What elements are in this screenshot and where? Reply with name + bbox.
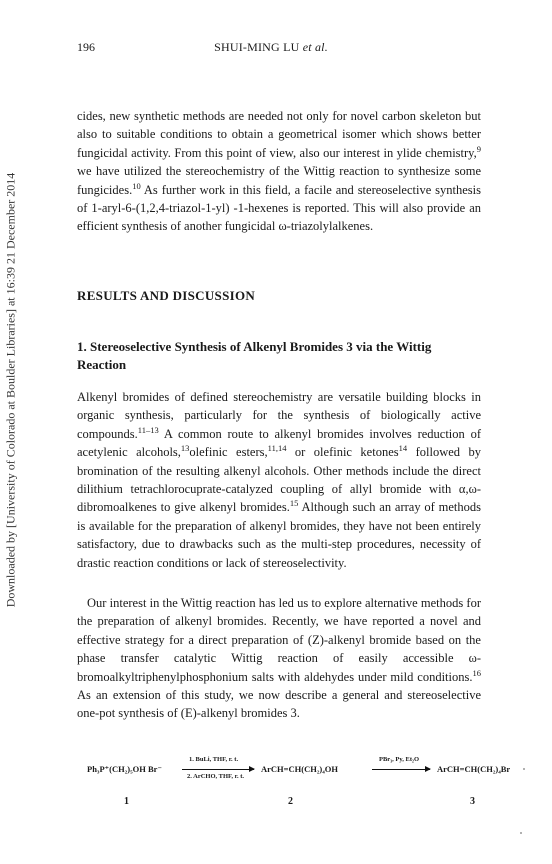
compound-1: Ph₃P⁺(CH₂)₅OH Br⁻ [87, 764, 162, 774]
subsection-heading: 1. Stereoselective Synthesis of Alkenyl Bromides 3 via the Wittig Reaction [77, 339, 432, 372]
text-run: Our interest in the Wittig reaction has led us to explore alternative methods for the preparation of alkenyl bromides. Recently, we have reported a novel and effective strategy for a direct preparation of (Z)-alkenyl bromide based on the phase transfer catalytic Wittig reaction of easily accessible ω-bromoalkyltriphenylphosphonium salts with aldehydes under mild conditions. [77, 596, 481, 684]
running-head-author: SHUI-MING LU [214, 40, 300, 54]
running-head [62, 40, 480, 55]
scan-speck [523, 768, 525, 770]
page-header [62, 40, 480, 56]
scan-speck [520, 832, 522, 834]
download-watermark [3, 140, 19, 640]
text-run: A common route to alkenyl bromides involves reduction of acetylenic alcohols, [77, 426, 481, 460]
text-run: followed by bromination of the resulting alkenyl alcohols. Other methods include the direct dilithium tetrachlorocuprate-catalyzed coupling of allyl bromide with α,ω-dibromoalkenes to give alkenyl bromides. [77, 445, 481, 515]
reaction-scheme [77, 752, 511, 792]
citation: 11–13 [137, 424, 159, 435]
page-number: 196 [77, 40, 95, 54]
compound-label-2: 2 [288, 796, 293, 807]
text-run: cides, new synthetic methods are needed not only for novel carbon skeleton but also to suitable conditions to obtain a geometrical isomer which shows better fungicidal activity. From this point of view, also our interest in ylide chemistry, [77, 109, 481, 160]
citation: 15 [289, 498, 299, 509]
section-heading: RESULTS AND DISCUSSION [77, 288, 256, 303]
paragraph-wittig-interest [77, 594, 481, 723]
citation: 10 [132, 180, 141, 191]
reaction-arrow-1 [182, 769, 254, 770]
conditions-step1-bottom: 2. ArCHO, THF, r. t. [187, 773, 245, 780]
citation: 9 [476, 143, 481, 154]
conditions-step2: PBr₃, Py, Et₂O [379, 756, 420, 763]
reaction-arrow-2 [372, 769, 430, 770]
conditions-step1-top: 1. BuLi, THF, r. t. [189, 756, 239, 763]
compound-label-3: 3 [470, 796, 475, 807]
compound-2: ArCH=CH(CH₂)₄OH [261, 764, 338, 774]
download-watermark-text: Downloaded by [University of Colorado at Boulder Libraries] at 16:39 21 December 2014 [3, 172, 18, 608]
citation: 13 [180, 443, 190, 454]
paragraph-intro [77, 107, 481, 236]
citation: 11,14 [267, 443, 287, 454]
running-head-etal: et al. [302, 40, 328, 54]
text-run: As further work in this field, a facile and stereoselective synthesis of 1-aryl-6-(1,2,4-triazol-1-yl) -1-hexenes is reported. This will also provide an efficient synthesis of another fungicidal ω-triazolylalkenes. [77, 182, 481, 234]
text-run: Alkenyl bromides of defined stereochemistry are versatile building blocks in organic synthesis, particularly for the synthesis of biologically active compounds. [77, 390, 481, 441]
citation: 14 [398, 443, 408, 454]
text-run: As an extension of this study, we now describe a general and stereoselective one-pot synthesis of (E)-alkenyl bromides 3. [77, 688, 481, 721]
compound-label-1: 1 [124, 796, 129, 807]
text-run: or olefinic ketones [286, 445, 399, 460]
citation: 16 [472, 667, 481, 678]
text-run: olefinic esters, [189, 445, 268, 460]
text-run: we have utilized the stereochemistry of the Wittig reaction to synthesize some fungicides. [77, 164, 481, 197]
paragraph-alkenyl-bromides [77, 388, 481, 572]
text-run: Although such an array of methods is available for the preparation of alkenyl bromides, they have not been entirely satisfactory, due to drawbacks such as the multi-step procedures, necessity of drastic reaction conditions or lack of stereoselectivity. [77, 500, 481, 570]
compound-3: ArCH=CH(CH₂)₄Br [437, 764, 511, 774]
